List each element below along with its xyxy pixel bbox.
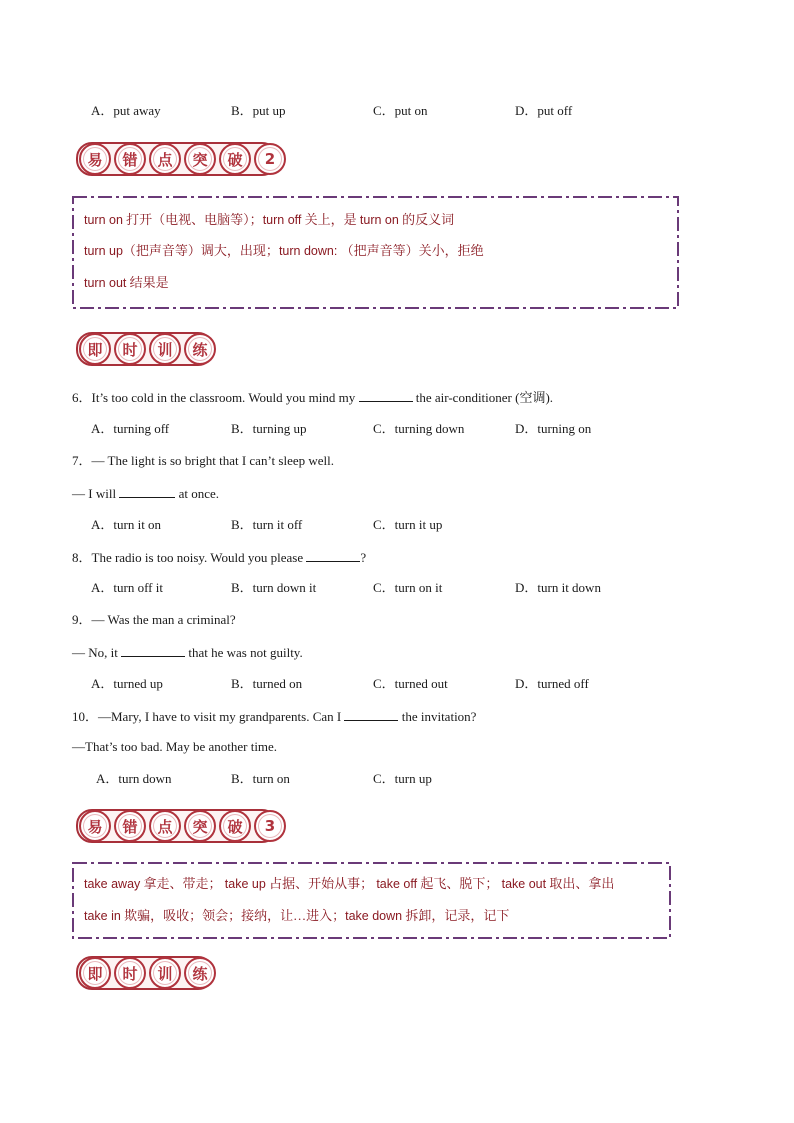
- note-box-3-line-2: take in 欺骗，吸收；领会；接纳，让…进入；take down 拆卸，记录，记下: [84, 908, 510, 923]
- question-7: 7．— The light is so bright that I can’t sleep well.: [72, 453, 335, 468]
- badge-char: 突: [184, 143, 216, 175]
- q10-option-c: C．turn up: [373, 771, 432, 786]
- badge-char: 破: [219, 810, 251, 842]
- question-7-reply: — I will at once.: [72, 486, 219, 501]
- note-box-2-line-2: turn up（把声音等）调大，出现；turn down: （把声音等）关小，拒绝: [84, 243, 484, 258]
- badge-circles: [79, 957, 219, 989]
- section-badge-practice-1: [76, 331, 216, 365]
- q6-option-b: B．turning up: [231, 421, 307, 436]
- note-box-2-line-3: turn out 结果是: [84, 275, 169, 290]
- badge-char: 错: [114, 143, 146, 175]
- section-badge-practice-2: [76, 955, 216, 989]
- badge-number: 3: [254, 810, 286, 842]
- question-10-reply: —That’s too bad. May be another time.: [72, 739, 278, 754]
- answer-blank: [344, 708, 398, 721]
- badge-char: 时: [114, 333, 146, 365]
- answer-blank: [359, 389, 413, 402]
- answer-blank: [121, 644, 185, 657]
- q7-option-c: C．turn it up: [373, 517, 443, 532]
- badge-char: 练: [184, 957, 216, 989]
- badge-char: 错: [114, 810, 146, 842]
- q5-option-b: B．put up: [231, 103, 286, 118]
- q8-option-b: B．turn down it: [231, 580, 317, 595]
- note-box-3-line-1: take away 拿走、带走； take up 占据、开始从事； take off 起飞、脱下； take out 取出、拿出: [84, 876, 615, 891]
- badge-char: 突: [184, 810, 216, 842]
- q8-option-a: A．turn off it: [91, 580, 163, 595]
- note-box-2-line-1: turn on 打开（电视、电脑等）；turn off 关上，是 turn on 的反义词: [84, 212, 455, 227]
- question-9-reply: — No, it that he was not guilty.: [72, 645, 303, 660]
- badge-char: 训: [149, 333, 181, 365]
- q6-option-a: A．turning off: [91, 421, 170, 436]
- q5-option-c: C．put on: [373, 103, 428, 118]
- q9-option-d: D．turned off: [515, 676, 589, 691]
- question-6: 6．It’s too cold in the classroom. Would you mind my the air-conditioner (空调).: [72, 390, 554, 405]
- q6-option-c: C．turning down: [373, 421, 465, 436]
- badge-circles: [79, 810, 289, 842]
- badge-char: 即: [79, 333, 111, 365]
- badge-char: 即: [79, 957, 111, 989]
- badge-char: 训: [149, 957, 181, 989]
- badge-char: 点: [149, 810, 181, 842]
- q6-option-d: D．turning on: [515, 421, 592, 436]
- q8-option-c: C．turn on it: [373, 580, 443, 595]
- badge-char: 易: [79, 810, 111, 842]
- q10-option-a: A．turn down: [96, 771, 172, 786]
- q8-option-d: D．turn it down: [515, 580, 601, 595]
- q7-option-b: B．turn it off: [231, 517, 303, 532]
- badge-char: 练: [184, 333, 216, 365]
- question-10: 10．—Mary, I have to visit my grandparents. Can I the invitation?: [72, 709, 477, 724]
- q9-option-b: B．turned on: [231, 676, 303, 691]
- badge-circles: [79, 333, 219, 365]
- question-9: 9．— Was the man a criminal?: [72, 612, 236, 627]
- q5-option-d: D．put off: [515, 103, 573, 118]
- note-box-3-border: [72, 862, 672, 940]
- badge-char: 易: [79, 143, 111, 175]
- section-badge-error-3: [76, 808, 280, 842]
- answer-blank: [306, 549, 360, 562]
- badge-char: 时: [114, 957, 146, 989]
- badge-char: 点: [149, 143, 181, 175]
- q7-option-a: A．turn it on: [91, 517, 162, 532]
- question-8: 8．The radio is too noisy. Would you please ?: [72, 550, 367, 565]
- section-badge-error-2: [76, 141, 280, 175]
- q5-option-a: A．put away: [91, 103, 161, 118]
- badge-number: 2: [254, 143, 286, 175]
- q9-option-a: A．turned up: [91, 676, 163, 691]
- q9-option-c: C．turned out: [373, 676, 448, 691]
- badge-char: 破: [219, 143, 251, 175]
- badge-circles: [79, 143, 289, 175]
- q10-option-b: B．turn on: [231, 771, 290, 786]
- answer-blank: [119, 485, 175, 498]
